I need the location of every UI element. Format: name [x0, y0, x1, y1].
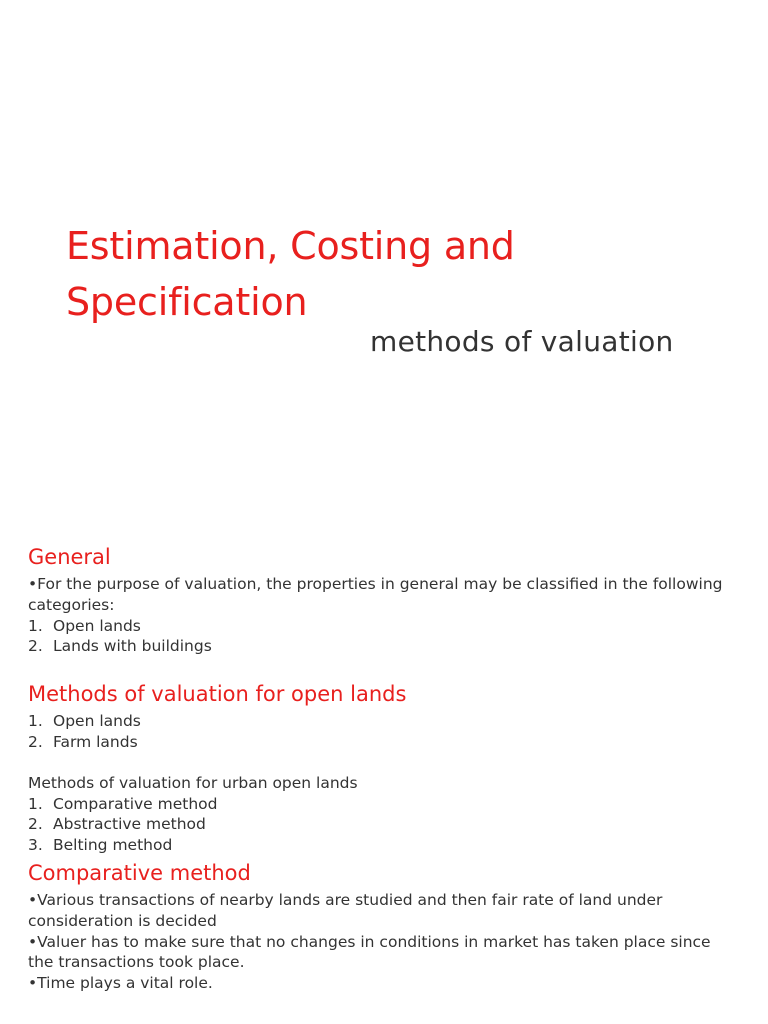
- section-heading-open-lands: Methods of valuation for open lands: [28, 682, 407, 707]
- comparative-bullet: •Various transactions of nearby lands are studied and then fair rate of land under consideration is decided: [28, 890, 663, 930]
- list-item: [28, 711, 728, 732]
- spacer: [28, 753, 728, 773]
- list-item-number: 1.: [28, 794, 43, 813]
- list-item-label: Belting method: [53, 836, 173, 855]
- content-body: [28, 540, 728, 994]
- list-item-label: Abstractive method: [53, 815, 206, 834]
- list-item-label: Farm lands: [53, 732, 138, 751]
- list-item-label: Open lands: [53, 616, 141, 635]
- list-item-number: 3.: [28, 836, 43, 855]
- general-category-list: [28, 616, 728, 658]
- general-intro-text: •For the purpose of valuation, the properties in general may be classified in the following categories:: [28, 575, 723, 614]
- list-item-number: 2.: [28, 815, 43, 834]
- page-subtitle: methods of valuation: [370, 325, 674, 358]
- list-item-label: Open lands: [53, 712, 141, 731]
- list-item: [28, 732, 728, 753]
- list-item: [28, 636, 728, 657]
- title-slide: [0, 0, 768, 500]
- list-item-number: 2.: [28, 637, 43, 656]
- comparative-bullet: •Valuer has to make sure that no changes in conditions in market has taken place since the transactions took place.: [28, 932, 711, 972]
- section-heading-comparative: Comparative method: [28, 860, 251, 885]
- comparative-bullet: •Time plays a vital role.: [28, 974, 213, 993]
- list-item: [28, 616, 728, 637]
- list-item-label: Comparative method: [53, 794, 218, 813]
- list-item-number: 1.: [28, 616, 43, 635]
- list-item: [28, 835, 728, 856]
- urban-methods-label: Methods of valuation for urban open lands: [28, 773, 358, 792]
- urban-methods-list: [28, 794, 728, 856]
- list-item: [28, 794, 728, 815]
- list-item-number: 1.: [28, 712, 43, 731]
- list-item-number: 2.: [28, 732, 43, 751]
- list-item: [28, 814, 728, 835]
- spacer: [28, 657, 728, 677]
- list-item-label: Lands with buildings: [53, 637, 212, 656]
- content-slide: [0, 540, 768, 1024]
- open-lands-list: [28, 711, 728, 753]
- page-title: Estimation, Costing and Specification: [66, 224, 515, 324]
- section-heading-general: General: [28, 545, 111, 569]
